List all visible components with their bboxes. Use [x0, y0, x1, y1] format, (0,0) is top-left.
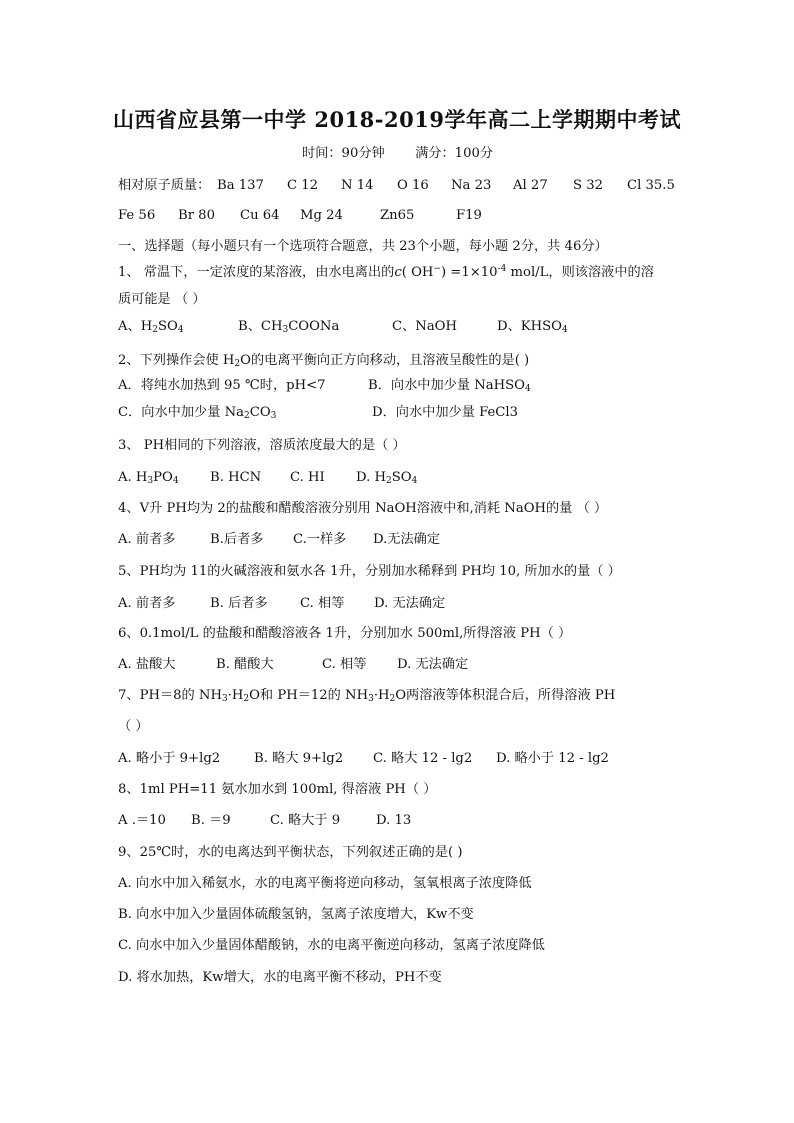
atomic-mass-item: Br 80 [178, 208, 215, 223]
atomic-mass-item: Mg 24 [300, 208, 343, 223]
question-6-option-a: A. 盐酸大 [118, 657, 176, 672]
atomic-mass-item: Fe 56 [118, 208, 156, 223]
question-4-option-d: D.无法确定 [373, 532, 441, 547]
atomic-mass-item: Al 27 [513, 178, 548, 193]
question-7-option-c: C. 略大 12 - lg2 [373, 751, 473, 766]
question-2-option-d: D．向水中加少量 FeCl3 [372, 405, 519, 420]
exam-title: 山西省应县第一中学 2018-2019学年高二上学期期中考试 [113, 107, 681, 132]
question-5-option-b: B. 后者多 [210, 596, 268, 611]
question-4-option-b: B.后者多 [210, 532, 264, 547]
atomic-mass-item: Ba 137 [217, 178, 264, 193]
section-heading-choice: 一、选择题（每小题只有一个选项符合题意，共 23个小题，每小题 2分，共 46分） [118, 239, 608, 254]
question-9-option-c: C. 向水中加入少量固体醋酸钠，水的电离平衡逆向移动，氢离子浓度降低 [118, 938, 545, 953]
atomic-mass-row-1 [118, 178, 210, 194]
question-5-option-c: C. 相等 [300, 596, 345, 611]
question-1-option-c: C、NaOH [392, 319, 457, 334]
question-5-stem: 5、PH均为 11的火碱溶液和氨水各 1升，分别加水稀释到 PH均 10, 所加水的量（ ） [118, 564, 621, 579]
question-2-stem: 2、下列操作会使 $H_2O$的电离平衡向正方向移动，且溶液呈酸性的是( ) [118, 353, 530, 369]
question-1-option-b: B、$CH_3COONa$ [238, 319, 340, 335]
question-8-option-d: D. 13 [376, 813, 412, 828]
question-4-option-a: A. 前者多 [118, 532, 176, 547]
atomic-mass-item: O 16 [397, 178, 429, 193]
question-3-option-b: B. HCN [210, 470, 262, 485]
question-1-option-a: A、$H_2SO_4$ [118, 319, 184, 335]
exam-score: 满分：100分 [415, 146, 494, 161]
question-3-option-a: A. $H_3PO_4$ [118, 470, 179, 486]
question-4-stem: 4、V升 PH均为 2的盐酸和醋酸溶液分别用 NaOH溶液中和,消耗 NaOH的量 （ ） [118, 501, 608, 516]
atomic-mass-item: Na 23 [451, 178, 492, 193]
atomic-mass-item: Zn65 [380, 208, 415, 223]
atomic-mass-item: F19 [456, 208, 482, 223]
question-9-stem: 9、25℃时，水的电离达到平衡状态，下列叙述正确的是( ) [118, 845, 463, 860]
question-3-stem: 3、 PH相同的下列溶液，溶质浓度最大的是（ ） [118, 438, 406, 453]
question-8-option-c: C. 略大于 9 [270, 813, 341, 828]
question-6-option-b: B. 醋酸大 [216, 657, 274, 672]
question-5-option-d: D. 无法确定 [374, 596, 446, 611]
atomic-mass-label: 相对原子质量： [118, 178, 211, 193]
question-7-option-a: A. 略小于 9+lg2 [118, 751, 221, 766]
question-1-stem: 1、 常温下，一定浓度的某溶液，由水电离出的c( $OH^-) =1\times 10^{-4}$ mol/L，则该溶液中的溶 [118, 264, 654, 280]
question-9-option-d: D. 将水加热，Kw增大，水的电离平衡不移动，PH不变 [118, 970, 442, 985]
question-1-option-d: D、$KHSO_4$ [497, 319, 568, 335]
atomic-mass-item: N 14 [341, 178, 374, 193]
atomic-mass-item: Cu 64 [240, 208, 280, 223]
question-7-stem: 7、PH＝8的 $NH_3\cdot H_2O$和 PH＝12的 $NH_3\cdot H_2O$两溶液等体积混合后，所得溶液 PH [118, 688, 616, 704]
question-2-option-a: A．将纯水加热到 95 ℃时，pH<7 [118, 378, 326, 393]
question-8-stem: 8、1ml PH=11 氨水加水到 100ml, 得溶液 PH（ ） [118, 782, 437, 797]
question-9-option-b: B. 向水中加入少量固体硫酸氢钠，氢离子浓度增大，Kw不变 [118, 907, 474, 922]
question-8-option-b: B. ＝9 [191, 813, 231, 828]
question-1-stem-cont: 质可能是 （ ） [118, 292, 206, 307]
question-2-option-c: C．向水中加少量 $Na_2CO_3$ [118, 405, 277, 421]
question-6-stem: 6、0.1mol/L 的盐酸和醋酸溶液各 1升，分别加水 500ml,所得溶液 PH（ ） [118, 626, 572, 641]
atomic-mass-item: C 12 [287, 178, 319, 193]
question-6-option-c: C. 相等 [322, 657, 367, 672]
question-7-answer-paren: （ ） [118, 719, 149, 734]
exam-time: 时间：90分钟 [302, 146, 385, 161]
question-3-option-c: C. HI [290, 470, 325, 485]
question-3-option-d: D. $H_2SO_4$ [356, 470, 418, 486]
atomic-mass-item: Cl 35.5 [627, 178, 675, 193]
question-7-option-b: B. 略大 9+lg2 [254, 751, 344, 766]
question-9-option-a: A. 向水中加入稀氨水，水的电离平衡将逆向移动，氢氧根离子浓度降低 [118, 876, 532, 891]
time-score-line [302, 146, 493, 162]
question-6-option-d: D. 无法确定 [397, 657, 469, 672]
question-7-option-d: D. 略小于 12 - lg2 [496, 751, 609, 766]
question-8-option-a: A .＝10 [118, 813, 166, 828]
atomic-mass-item: S 32 [573, 178, 604, 193]
question-4-option-c: C.一样多 [293, 532, 347, 547]
question-5-option-a: A. 前者多 [118, 596, 176, 611]
question-2-option-b: B．向水中加少量 NaHSO$_4$ [368, 378, 531, 394]
